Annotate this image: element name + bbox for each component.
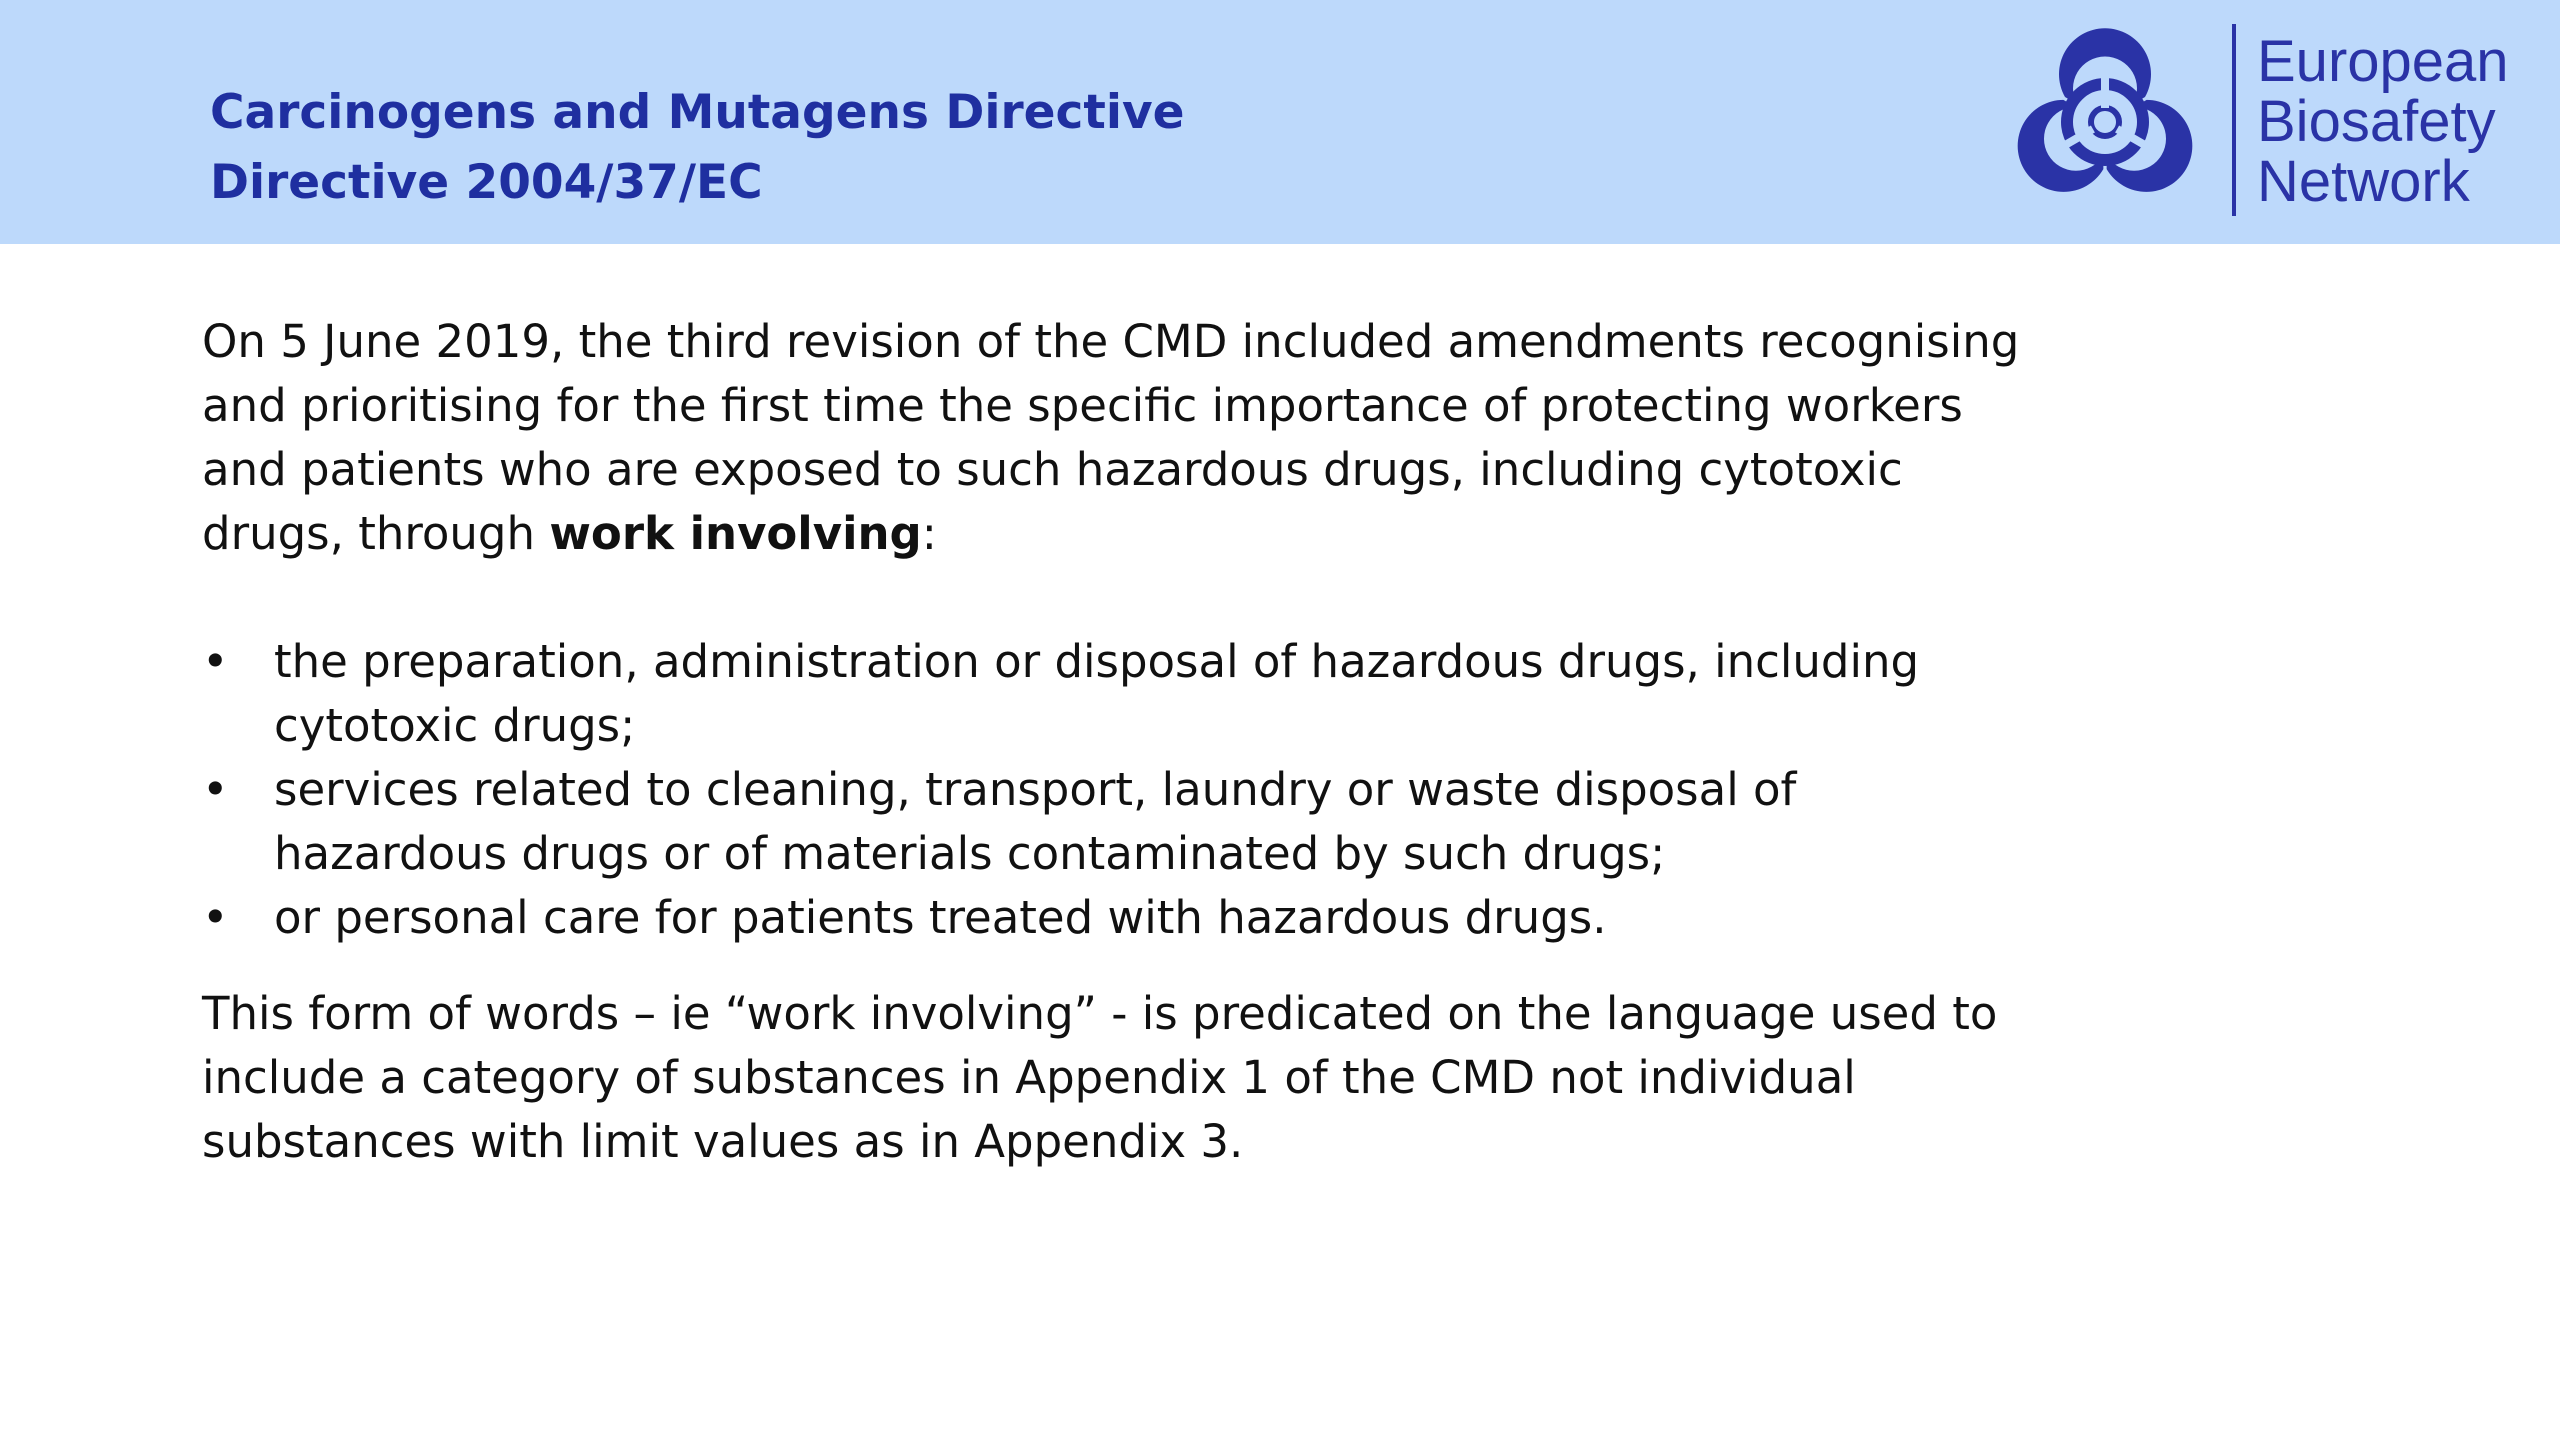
bullet-item xyxy=(202,630,2022,758)
title-line-2: Directive 2004/37/EC xyxy=(210,155,763,210)
header-band xyxy=(0,0,2560,244)
title-line-1: Carcinogens and Mutagens Directive xyxy=(210,85,1185,140)
logo-text-line-1: European xyxy=(2257,29,2509,94)
slide-body xyxy=(202,310,2022,1174)
bullet-list xyxy=(202,630,2022,950)
bullet-text: or personal care for patients treated with hazardous drugs. xyxy=(274,891,1607,944)
intro-paragraph xyxy=(202,310,2022,566)
logo-text-line-3: Network xyxy=(2257,149,2470,214)
biohazard-icon xyxy=(2000,22,2210,222)
bullet-symbol: • xyxy=(202,763,229,816)
logo-wordmark xyxy=(2257,29,2509,214)
bullet-text: the preparation, administration or disposal of hazardous drugs, including cytotoxic drugs; xyxy=(274,635,1920,752)
slide-title xyxy=(210,78,1184,218)
bullet-item xyxy=(202,758,2022,886)
bullet-symbol: • xyxy=(202,891,229,944)
closing-paragraph: This form of words – ie “work involving” - is predicated on the language used to include a category of substances in Appendix 1 of the CMD not individual substances with limit values as in Appendix 3. xyxy=(202,987,1998,1168)
logo-divider xyxy=(2232,24,2236,216)
intro-end: : xyxy=(921,507,937,560)
logo-text-line-2: Biosafety xyxy=(2257,89,2496,154)
bullet-item xyxy=(202,886,2022,950)
intro-emphasis: work involving xyxy=(549,507,922,560)
european-biosafety-network-logo xyxy=(2000,18,2520,228)
intro-text: On 5 June 2019, the third revision of the CMD included amendments recognising and prioritising for the first time the specific importance of protecting workers and patients who are exposed to such hazardous drugs, including cytotoxic drugs, through xyxy=(202,315,2020,560)
bullet-text: services related to cleaning, transport, laundry or waste disposal of hazardous drugs or of materials contaminated by such drugs; xyxy=(274,763,1797,880)
bullet-symbol: • xyxy=(202,635,229,688)
